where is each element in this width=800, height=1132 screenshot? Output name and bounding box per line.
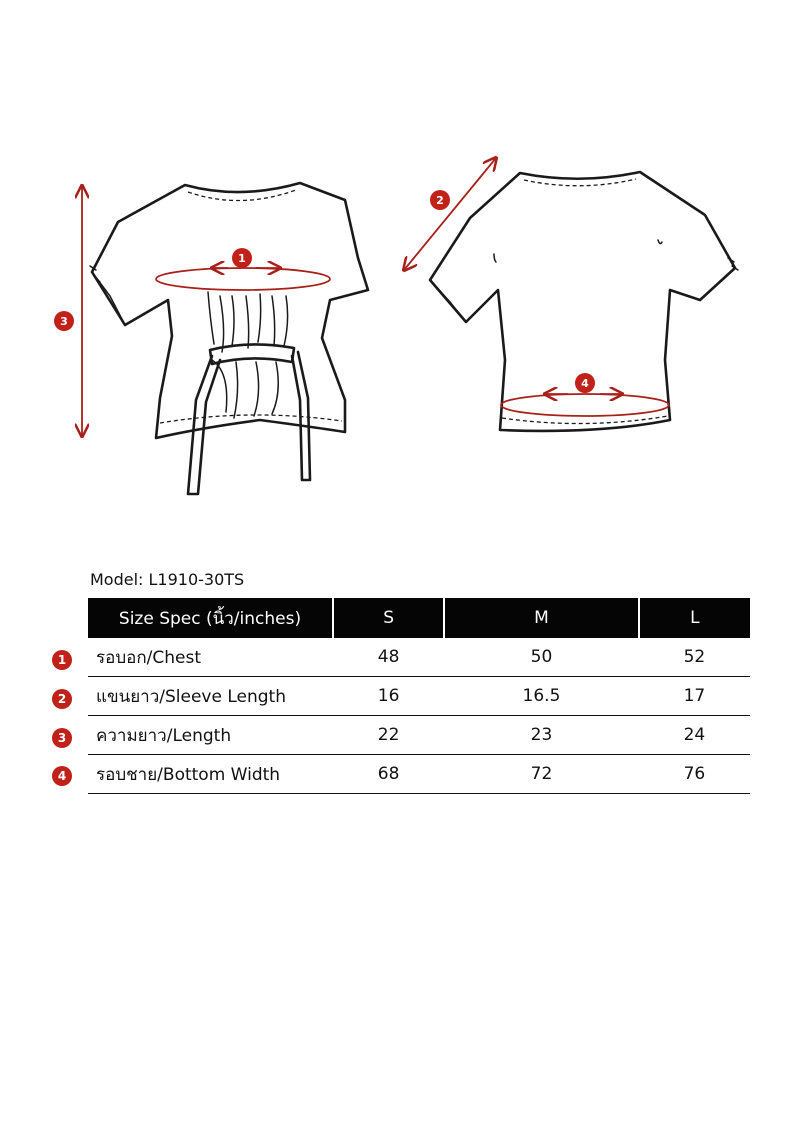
svg-text:4: 4 <box>581 377 589 390</box>
table-row <box>88 677 750 716</box>
cell-value: 23 <box>444 716 639 755</box>
table-header-row <box>88 598 750 638</box>
cell-value: 17 <box>639 677 750 716</box>
model-label: Model: L1910-30TS <box>90 570 245 589</box>
row-label-chest: รอบอก/Chest <box>88 638 333 677</box>
row-label-bottom-width: รอบชาย/Bottom Width <box>88 755 333 794</box>
cell-value: 68 <box>333 755 444 794</box>
header-size-l: L <box>639 598 750 638</box>
garment-sketch <box>0 0 800 520</box>
cell-value: 48 <box>333 638 444 677</box>
cell-value: 16.5 <box>444 677 639 716</box>
back-view-sketch <box>404 158 738 431</box>
row-marker-1: 1 <box>52 650 72 670</box>
table-row <box>88 716 750 755</box>
svg-text:1: 1 <box>238 252 246 265</box>
size-spec-table <box>88 598 750 794</box>
cell-value: 52 <box>639 638 750 677</box>
row-marker-4: 4 <box>52 766 72 786</box>
row-label-sleeve-length: แขนยาว/Sleeve Length <box>88 677 333 716</box>
svg-text:2: 2 <box>436 194 444 207</box>
row-label-length: ความยาว/Length <box>88 716 333 755</box>
row-marker-2: 2 <box>52 689 72 709</box>
table-row <box>88 755 750 794</box>
header-size-s: S <box>333 598 444 638</box>
cell-value: 22 <box>333 716 444 755</box>
table-row <box>88 638 750 677</box>
cell-value: 76 <box>639 755 750 794</box>
svg-text:3: 3 <box>60 315 68 328</box>
cell-value: 72 <box>444 755 639 794</box>
header-size-m: M <box>444 598 639 638</box>
cell-value: 16 <box>333 677 444 716</box>
front-view-sketch <box>54 183 368 494</box>
row-marker-3: 3 <box>52 728 72 748</box>
header-size-spec: Size Spec (นิ้ว/inches) <box>88 598 333 638</box>
cell-value: 24 <box>639 716 750 755</box>
cell-value: 50 <box>444 638 639 677</box>
